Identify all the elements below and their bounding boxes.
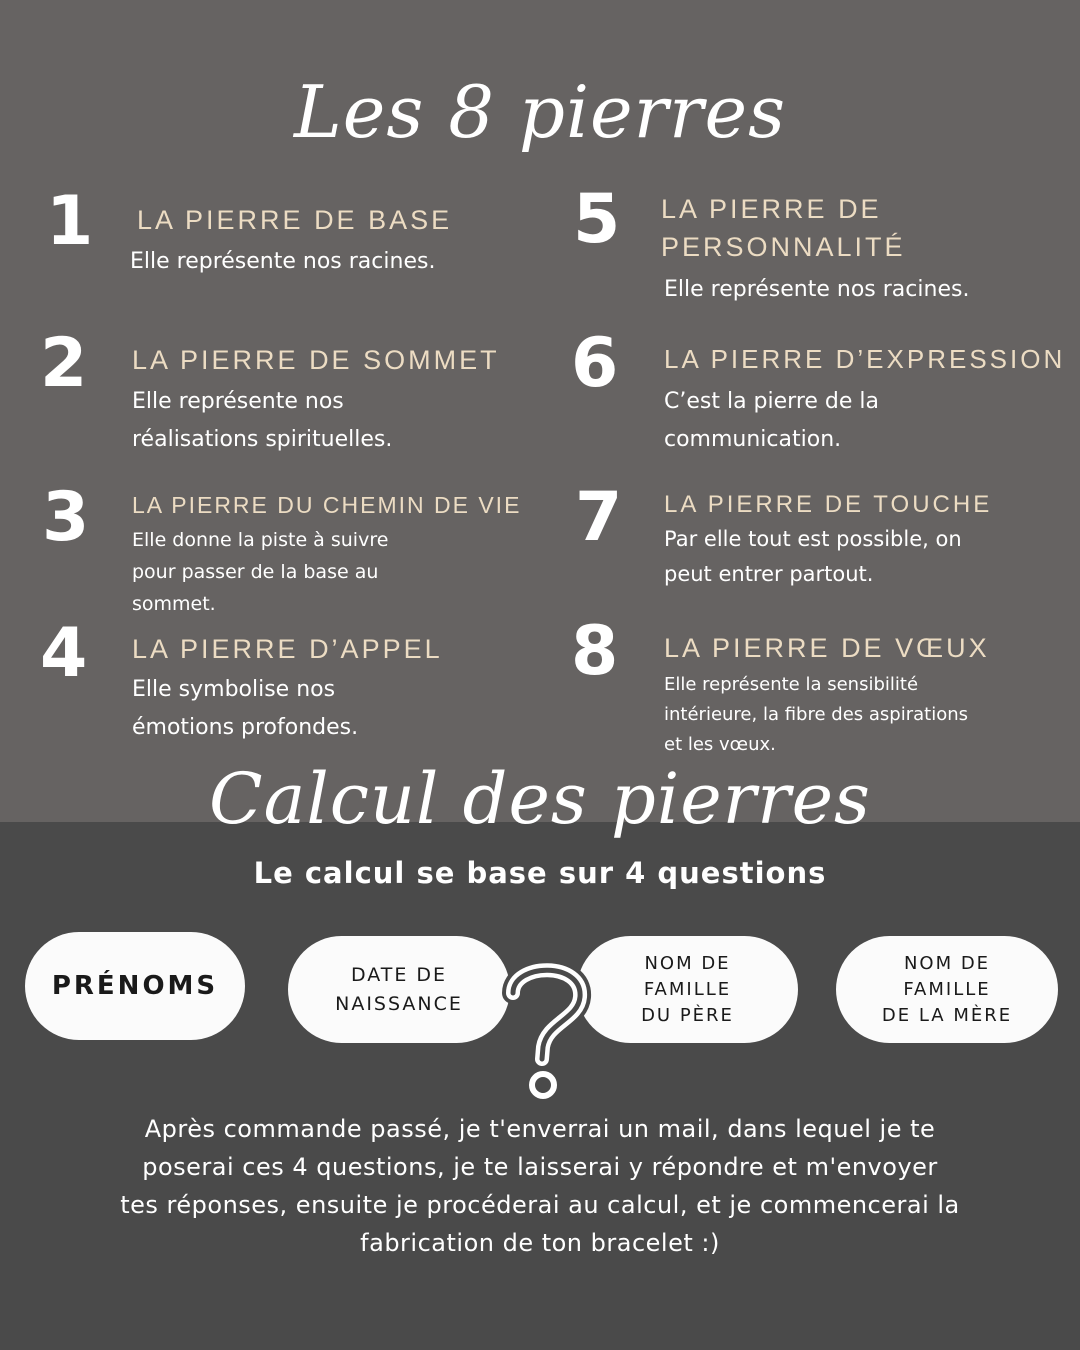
stone-2-title: LA PIERRE DE SOMMET: [132, 345, 500, 375]
stone-5-number: 5: [573, 180, 621, 259]
calc-subtitle: Le calcul se base sur 4 questions: [253, 856, 827, 890]
stone-1-number: 1: [46, 182, 94, 261]
stone-3-description: Elle donne la piste à suivre pour passer de la base au sommet.: [132, 529, 389, 615]
stone-4-description: Elle symbolise nos émotions profondes.: [132, 677, 359, 740]
stone-2-description: Elle représente nos réalisations spirituelles.: [132, 389, 393, 452]
stone-1-title: LA PIERRE DE BASE: [137, 205, 453, 235]
stone-2-number: 2: [40, 324, 88, 403]
stone-8-title: LA PIERRE DE VŒUX: [664, 633, 990, 663]
stone-7-title: LA PIERRE DE TOUCHE: [664, 491, 993, 518]
page-title: Les 8 pierres: [293, 70, 787, 154]
stone-5-description: Elle représente nos racines.: [664, 277, 970, 302]
question-pill-label: DATE DE NAISSANCE: [335, 963, 463, 1015]
stone-3-number: 3: [42, 478, 90, 557]
calc-title: Calcul des pierres: [209, 758, 871, 840]
question-pill-mother-name: [836, 936, 1058, 1043]
stone-8-number: 8: [571, 612, 619, 691]
question-pill-father-name: [577, 936, 798, 1043]
stone-7-number: 7: [575, 478, 623, 557]
question-pill-label: NOM DE FAMILLE DU PÈRE: [641, 952, 734, 1026]
stone-1-description: Elle représente nos racines.: [130, 249, 436, 274]
stone-6-number: 6: [571, 324, 619, 403]
stone-4-title: LA PIERRE D’APPEL: [132, 634, 443, 664]
stone-5-title: LA PIERRE DE PERSONNALITÉ: [661, 194, 906, 262]
stone-6-description: C’est la pierre de la communication.: [664, 389, 880, 452]
question-pill-first-names: [25, 932, 245, 1040]
stone-6-title: LA PIERRE D’EXPRESSION: [664, 344, 1066, 374]
question-mark-icon: [495, 955, 595, 1105]
question-pill-label: NOM DE FAMILLE DE LA MÈRE: [881, 952, 1013, 1026]
question-pill-birth-date: [288, 936, 510, 1043]
calc-footer-text: Après commande passé, je t'enverrai un mail, dans lequel je te poserai ces 4 questions, je te laisserai y répondre et m'envoyer tes réponses, ensuite je procéderai au calcul, et je commencerai la fabrication de ton bracelet :): [120, 1115, 960, 1257]
stone-7-description: Par elle tout est possible, on peut entrer partout.: [664, 527, 962, 586]
stone-8-description: Elle représente la sensibilité intérieure, la fibre des aspirations et les vœux.: [664, 674, 968, 755]
stone-4-number: 4: [40, 614, 88, 693]
stone-3-title: LA PIERRE DU CHEMIN DE VIE: [132, 492, 522, 518]
question-pill-label: PRÉNOMS: [51, 971, 219, 1001]
